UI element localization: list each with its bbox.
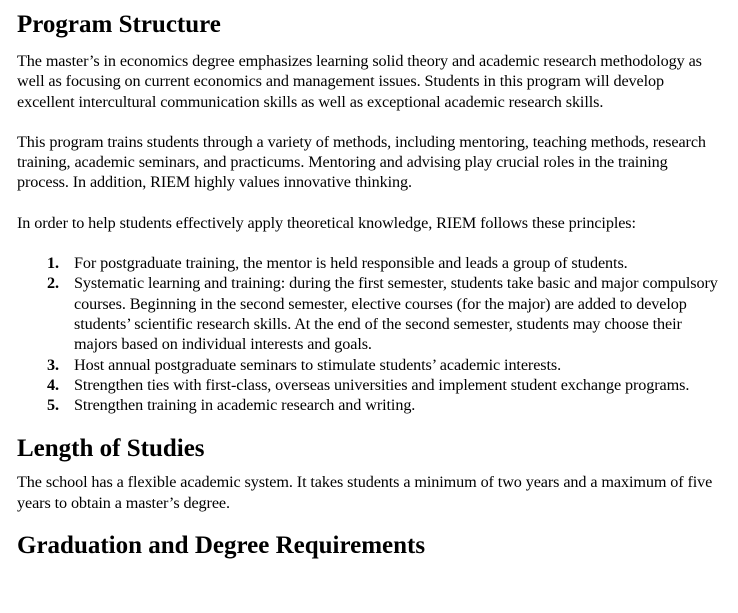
list-item	[17, 395, 723, 415]
list-item-number: 5.	[47, 396, 59, 415]
length-of-studies-paragraph: The school has a flexible academic system. It takes students a minimum of two years and a maximum of five years to obtain a master’s degree.	[17, 473, 713, 512]
program-structure-paragraph-3: In order to help students effectively apply theoretical knowledge, RIEM follows these principles:	[17, 213, 636, 232]
principles-list	[17, 253, 723, 415]
list-item	[17, 253, 723, 273]
list-item-text: For postgraduate training, the mentor is held responsible and leads a group of students.	[74, 254, 628, 273]
list-item-number: 3.	[47, 355, 59, 374]
length-of-studies-heading: Length of Studies	[17, 435, 205, 463]
list-item-number: 1.	[47, 254, 59, 273]
list-item-text: Host annual postgraduate seminars to stimulate students’ academic interests.	[74, 355, 562, 374]
list-item-text: Strengthen training in academic research and writing.	[74, 396, 416, 415]
list-item-number: 2.	[47, 274, 59, 293]
program-structure-paragraph-2: This program trains students through a variety of methods, including mentoring, teaching methods, research training, academic seminars, and practicums. Mentoring and advising play crucial roles in the training process. In addition, RIEM highly values innovative thinking.	[17, 132, 706, 192]
list-item-number: 4.	[47, 375, 59, 394]
list-item	[17, 355, 723, 375]
program-structure-paragraph-1: The master’s in economics degree emphasizes learning solid theory and academic research methodology as well as focusing on current economics and management issues. Students in this program will develop excellent intercultural communication skills as well as exceptional academic research skills.	[17, 52, 702, 111]
list-item	[17, 273, 723, 354]
graduation-requirements-heading: Graduation and Degree Requirements	[17, 532, 426, 560]
list-item	[17, 375, 723, 395]
document-page	[17, 10, 723, 561]
list-item-text: Strengthen ties with first-class, overseas universities and implement student exchange programs.	[74, 375, 690, 394]
list-item-text: Systematic learning and training: during the first semester, students take basic and major compulsory courses. Beginning in the second semester, elective courses (for the major) are added to develop students’ scientific research skills. At the end of the second semester, students may choose their majors based on individual interests and goals.	[74, 274, 718, 354]
program-structure-heading: Program Structure	[17, 11, 221, 38]
